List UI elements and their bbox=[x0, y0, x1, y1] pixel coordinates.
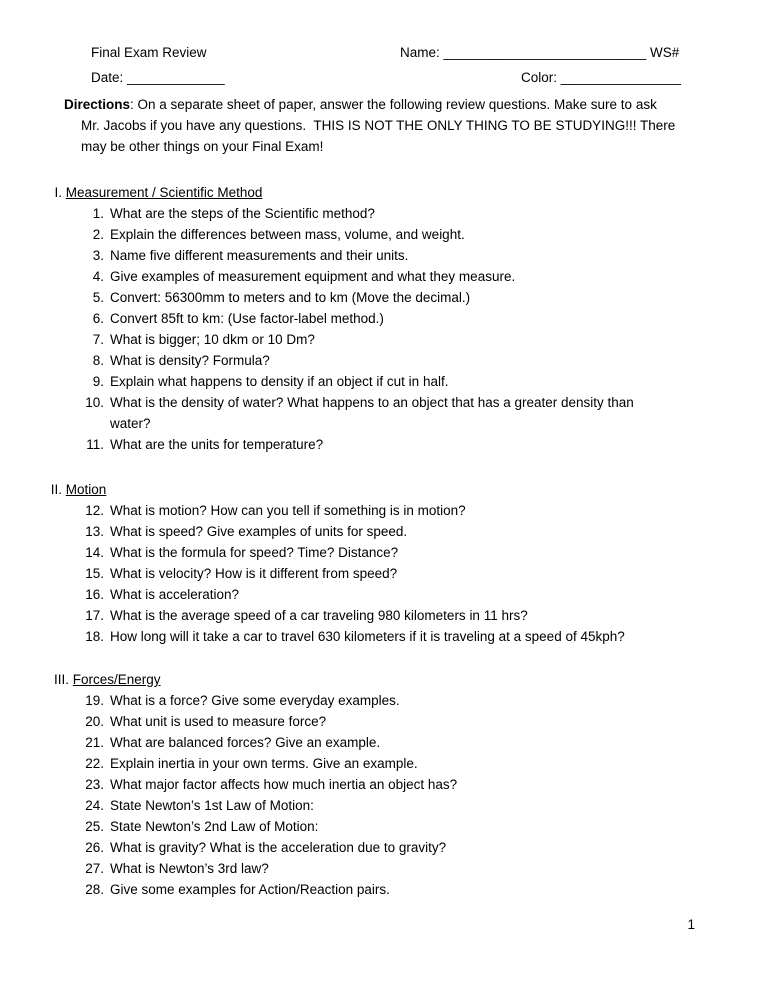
question-number: 13. bbox=[85, 524, 104, 539]
section-heading bbox=[0, 185, 262, 200]
question-text: Convert 85ft to km: (Use factor-label method.) bbox=[110, 311, 384, 326]
question-text: How long will it take a car to travel 630 kilometers if it is traveling at a speed of 45kph? bbox=[110, 629, 625, 644]
question-text: What is speed? Give examples of units for speed. bbox=[110, 524, 408, 539]
question-number: 11. bbox=[86, 437, 104, 452]
question-text: What major factor affects how much inertia an object has? bbox=[110, 777, 458, 792]
question-number: 18. bbox=[85, 629, 104, 644]
question-text: What is the density of water? What happens to an object that has a greater density than bbox=[110, 395, 634, 410]
question-text: water? bbox=[110, 416, 151, 431]
question-text: Give examples of measurement equipment and what they measure. bbox=[110, 269, 516, 284]
question-number: 27. bbox=[85, 861, 104, 876]
question-number: 17. bbox=[85, 608, 104, 623]
question-number: 1. bbox=[92, 206, 104, 221]
page-number: 1 bbox=[687, 917, 695, 932]
question-number: 25. bbox=[85, 819, 104, 834]
name-field: Name: ___________________________ WS# bbox=[400, 45, 680, 60]
directions-line-2: Mr. Jacobs if you have any questions. THIS IS NOT THE ONLY THING TO BE STUDYING!!! There bbox=[81, 118, 676, 133]
date-field: Date: _____________ bbox=[91, 70, 225, 85]
question-number: 14. bbox=[85, 545, 104, 560]
color-field: Color: ________________ bbox=[521, 70, 681, 85]
question-text: What are balanced forces? Give an example. bbox=[110, 735, 381, 750]
question-number: 22. bbox=[85, 756, 104, 771]
section-heading bbox=[0, 672, 161, 687]
question-number: 10. bbox=[85, 395, 104, 410]
question-number: 16. bbox=[85, 587, 104, 602]
section-title: Forces/Energy bbox=[72, 672, 161, 687]
question-number: 7. bbox=[92, 332, 104, 347]
question-text: What is the formula for speed? Time? Distance? bbox=[110, 545, 399, 560]
directions-paragraph bbox=[64, 94, 694, 157]
question-text: State Newton’s 1st Law of Motion: bbox=[110, 798, 314, 813]
question-number: 24. bbox=[85, 798, 104, 813]
question-number: 15. bbox=[85, 566, 104, 581]
question-text: What is the average speed of a car traveling 980 kilometers in 11 hrs? bbox=[110, 608, 528, 623]
question-text: Convert: 56300mm to meters and to km (Move the decimal.) bbox=[110, 290, 471, 305]
question-text: What unit is used to measure force? bbox=[110, 714, 327, 729]
question-number: 19. bbox=[85, 693, 104, 708]
question-number: 3. bbox=[92, 248, 104, 263]
section-numeral: I. bbox=[54, 185, 62, 200]
question-text: State Newton’s 2nd Law of Motion: bbox=[110, 819, 319, 834]
question-text: What is Newton’s 3rd law? bbox=[110, 861, 269, 876]
question-text: What is velocity? How is it different from speed? bbox=[110, 566, 398, 581]
question-text: What is bigger; 10 dkm or 10 Dm? bbox=[110, 332, 315, 347]
question-text: What is gravity? What is the acceleration due to gravity? bbox=[110, 840, 447, 855]
question-number: 2. bbox=[92, 227, 104, 242]
question-text: Explain inertia in your own terms. Give an example. bbox=[110, 756, 418, 771]
section-title: Measurement / Scientific Method bbox=[65, 185, 263, 200]
directions-line-1: : On a separate sheet of paper, answer the following review questions. Make sure to ask bbox=[130, 97, 657, 112]
worksheet-title: Final Exam Review bbox=[91, 45, 207, 60]
question-number: 4. bbox=[92, 269, 104, 284]
question-number: 9. bbox=[92, 374, 104, 389]
question-number: 12. bbox=[85, 503, 104, 518]
question-number: 28. bbox=[85, 882, 104, 897]
section-numeral: III. bbox=[53, 672, 69, 687]
question-text: Name five different measurements and their units. bbox=[110, 248, 409, 263]
question-number: 21. bbox=[85, 735, 104, 750]
question-number: 6. bbox=[92, 311, 104, 326]
question-text: What are the units for temperature? bbox=[110, 437, 324, 452]
question-number: 8. bbox=[92, 353, 104, 368]
directions-line-3: may be other things on your Final Exam! bbox=[81, 139, 324, 154]
question-text: What is acceleration? bbox=[110, 587, 240, 602]
directions-label: Directions bbox=[64, 97, 131, 112]
question-number: 20. bbox=[85, 714, 104, 729]
section-numeral: II. bbox=[50, 482, 62, 497]
section-heading bbox=[0, 482, 106, 497]
question-text: What are the steps of the Scientific method? bbox=[110, 206, 375, 221]
question-text: Explain what happens to density if an object if cut in half. bbox=[110, 374, 449, 389]
question-text: What is a force? Give some everyday examples. bbox=[110, 693, 400, 708]
section-title: Motion bbox=[65, 482, 107, 497]
question-number: 23. bbox=[85, 777, 104, 792]
question-text: Give some examples for Action/Reaction pairs. bbox=[110, 882, 390, 897]
question-text: Explain the differences between mass, volume, and weight. bbox=[110, 227, 465, 242]
question-number: 26. bbox=[85, 840, 104, 855]
question-text: What is density? Formula? bbox=[110, 353, 270, 368]
question-text: What is motion? How can you tell if something is in motion? bbox=[110, 503, 466, 518]
question-number: 5. bbox=[92, 290, 104, 305]
